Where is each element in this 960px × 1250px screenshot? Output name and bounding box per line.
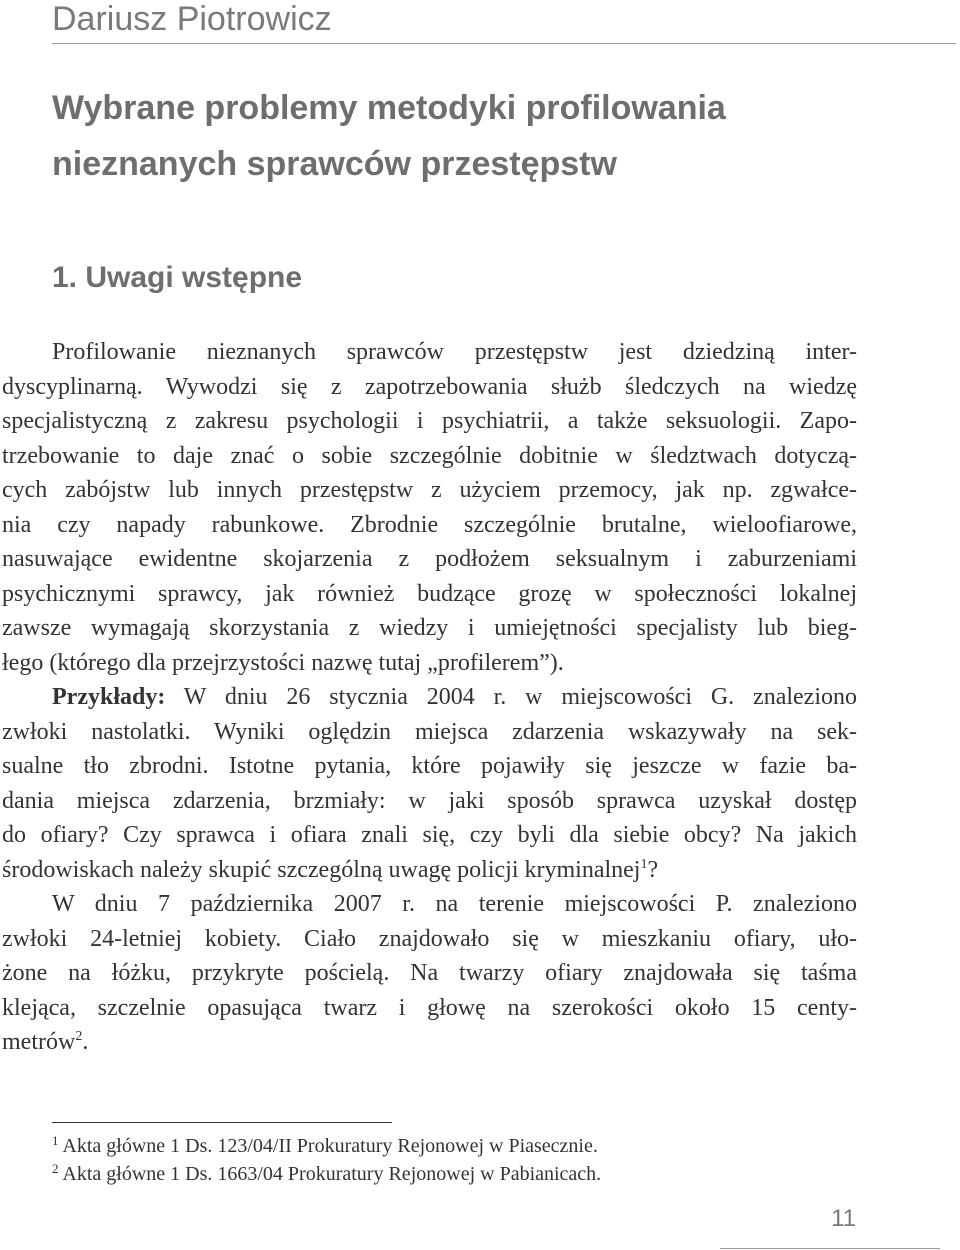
footnote-mark: 1 [52, 1133, 59, 1148]
body-line [2, 1025, 857, 1059]
body-line: nia czy napady rabunkowe. Zbrodnie szczególnie brutalne, wieloofiarowe, [2, 512, 857, 538]
body-line: W dniu 7 października 2007 r. na terenie miejscowości P. znaleziono [52, 891, 857, 917]
body-line: zwłoki 24-letniej kobiety. Ciało znajdowało się w mieszkaniu ofiary, uło- [2, 926, 857, 952]
body-line: zawsze wymagają skorzystania z wiedzy i umiejętności specjalisty lub bieg- [2, 615, 857, 641]
body-line: do ofiary? Czy sprawca i ofiara znali się, czy byli dla siebie obcy? Na jakich [2, 822, 857, 848]
footnote-ref[interactable]: 2 [75, 1029, 83, 1044]
body-line: klejąca, szczelnie opasująca twarz i głowę na szerokości około 15 centy- [2, 995, 857, 1021]
footnote-ref[interactable]: 1 [640, 857, 648, 872]
body-line: dyscyplinarną. Wywodzi się z zapotrzebowania służb śledczych na wiedzę [2, 374, 857, 400]
body-line: psychicznymi sprawcy, jak również budzące grozę w społeczności lokalnej [2, 581, 857, 607]
body-line-end: . [82, 1029, 89, 1055]
body-line: łego (którego dla przejrzystości nazwę tutaj „profilerem”). [2, 650, 564, 676]
body-line: dania miejsca zdarzenia, brzmiały: w jaki sposób sprawca uzyskał dostęp [2, 788, 857, 814]
body-line [52, 680, 857, 714]
chapter-title [52, 80, 932, 192]
body-line-text: metrów [2, 1029, 76, 1055]
footnote-text: Akta główne 1 Ds. 1663/04 Prokuratury Rejonowej w Pabianicach. [58, 1163, 602, 1185]
body-line-text: W dniu 26 stycznia 2004 r. w miejscowości G. znaleziono [183, 684, 857, 710]
chapter-title-line: nieznanych sprawców przestępstw [52, 145, 617, 183]
footnote [52, 1161, 601, 1187]
header-rule [52, 43, 956, 44]
page-number: 11 [831, 1205, 856, 1232]
footnote-text: Akta główne 1 Ds. 123/04/II Prokuratury Rejonowej w Piasecznie. [58, 1135, 598, 1157]
body-line: sualne tło zbrodni. Istotne pytania, które pojawiły się jeszcze w fazie ba- [2, 753, 857, 779]
page-number-rule [720, 1248, 940, 1249]
body-line: zwłoki nastolatki. Wyniki oględzin miejsca zdarzenia wskazywały na sek- [2, 719, 857, 745]
footnote-rule [52, 1122, 392, 1123]
chapter-title-line: Wybrane problemy metodyki profilowania [52, 89, 726, 127]
body-line: nasuwające ewidentne skojarzenia z podłożem seksualnym i zaburzeniami [2, 546, 857, 572]
body-line [2, 853, 857, 887]
footnote [52, 1133, 598, 1159]
examples-label: Przykłady: [52, 684, 166, 710]
body-line: specjalistyczną z zakresu psychologii i psychiatrii, a także seksuologii. Zapo- [2, 408, 857, 434]
author-name: Dariusz Piotrowicz [52, 0, 332, 38]
body-line: Profilowanie nieznanych sprawców przestępstw jest dziedziną inter- [52, 339, 857, 365]
body-line-text: środowiskach należy skupić szczególną uwagę policji kryminalnej [2, 857, 641, 883]
section-heading: 1. Uwagi wstępne [52, 261, 303, 294]
body-line-end: ? [647, 857, 659, 883]
footnote-mark: 2 [52, 1161, 59, 1176]
body-line: żone na łóżku, przykryte pościelą. Na twarzy ofiary znajdowała się taśma [2, 960, 857, 986]
body-line: cych zabójstw lub innych przestępstw z użyciem przemocy, jak np. zgwałce- [2, 477, 857, 503]
body-line: trzebowanie to daje znać o sobie szczególnie dobitnie w śledztwach dotyczą- [2, 443, 857, 469]
